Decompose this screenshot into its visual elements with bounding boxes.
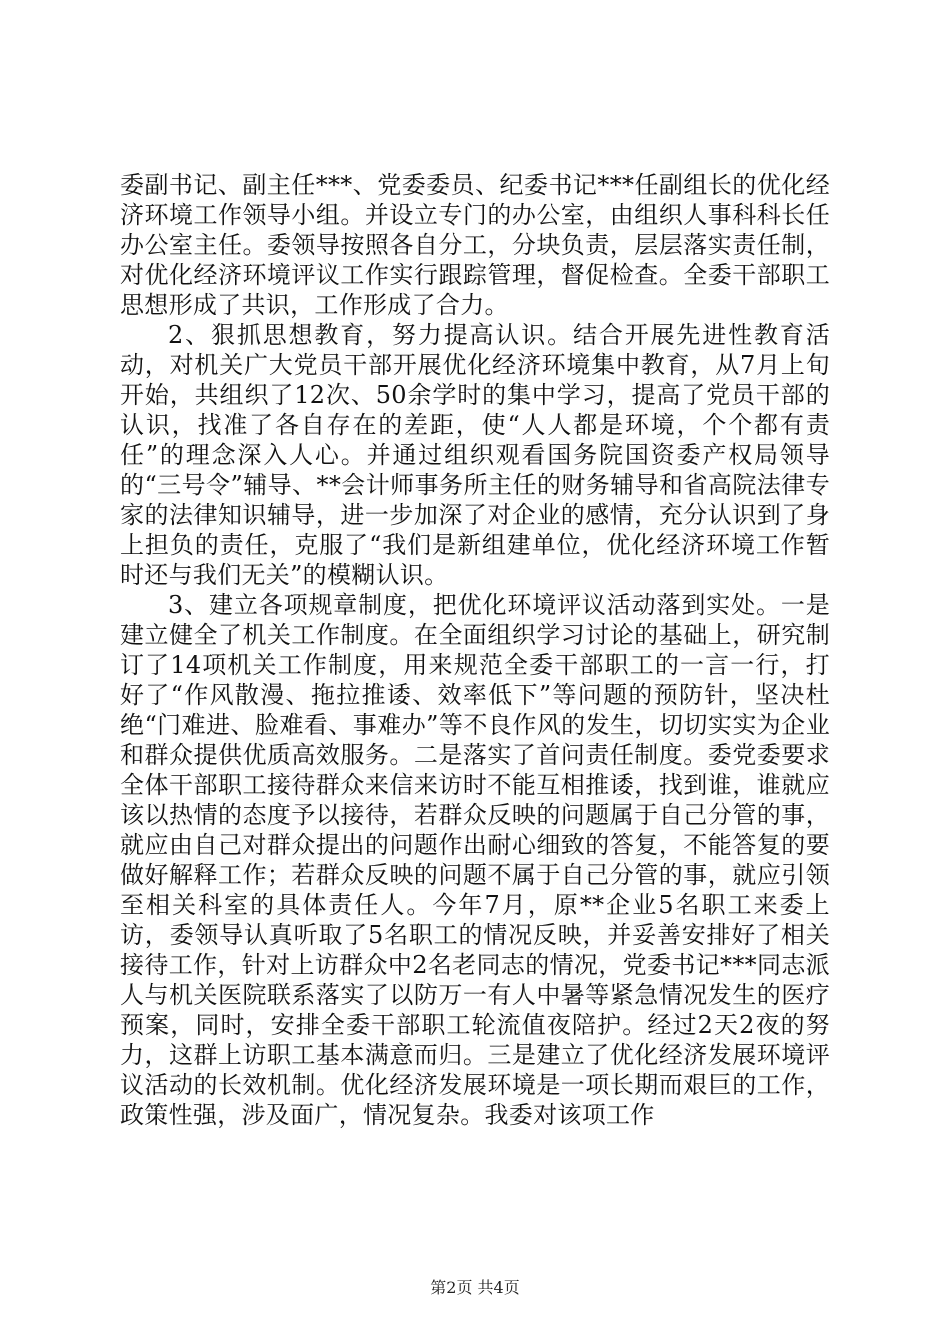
- paragraph-leadership-group: 委副书记、副主任***、党委委员、纪委书记***任副组长的优化经济环境工作领导小组。并设立专门的办公室，由组织人事科科长任办公室主任。委领导按照各自分工，分块负责，层层落实责任制，对优化经济环境评议工作实行跟踪管理，督促检查。全委干部职工思想形成了共识，工作形成了合力。: [120, 171, 830, 319]
- paragraph-rules-and-regulations: 3、建立各项规章制度，把优化环境评议活动落到实处。一是建立健全了机关工作制度。在全面组织学习讨论的基础上，研究制订了14项机关工作制度，用来规范全委干部职工的一言一行，打好了“作风散漫、拖拉推诿、效率低下”等问题的预防针，坚决杜绝“门难进、脸难看、事难办”等不良作风的发生，切切实实为企业和群众提供优质高效服务。二是落实了首问责任制度。委党委要求全体干部职工接待群众来信来访时不能互相推诿，找到谁，谁就应该以热情的态度予以接待，若群众反映的问题属于自己分管的事，就应由自己对群众提出的问题作出耐心细致的答复，不能答复的要做好解释工作；若群众反映的问题不属于自己分管的事，就应引领至相关科室的具体责任人。今年7月，原**企业5名职工来委上访，委领导认真听取了5名职工的情况反映，并妥善安排好了相关接待工作，针对上访群众中2名老同志的情况，党委书记***同志派人与机关医院联系落实了以防万一有人中暑等紧急情况发生的医疗预案，同时，安排全委干部职工轮流值夜陪护。经过2天2夜的努力，这群上访职工基本满意而归。三是建立了优化经济发展环境评议活动的长效机制。优化经济发展环境是一项长期而艰巨的工作，政策性强，涉及面广，情况复杂。我委对该项工作: [120, 591, 830, 1129]
- paragraph-ideological-education: 2、狠抓思想教育，努力提高认识。结合开展先进性教育活动，对机关广大党员干部开展优化经济环境集中教育，从7月上旬开始，共组织了12次、50余学时的集中学习，提高了党员干部的认识，找准了各自存在的差距，使“人人都是环境，个个都有责任”的理念深入人心。并通过组织观看国务院国资委产权局领导的“三号令”辅导、**会计师事务所主任的财务辅导和省高院法律专家的法律知识辅导，进一步加深了对企业的感情，充分认识到了身上担负的责任，克服了“我们是新组建单位，优化经济环境工作暂时还与我们无关”的模糊认识。: [120, 321, 830, 589]
- page-number-footer: 第2页 共4页: [430, 1278, 520, 1297]
- document-body: [120, 170, 830, 1130]
